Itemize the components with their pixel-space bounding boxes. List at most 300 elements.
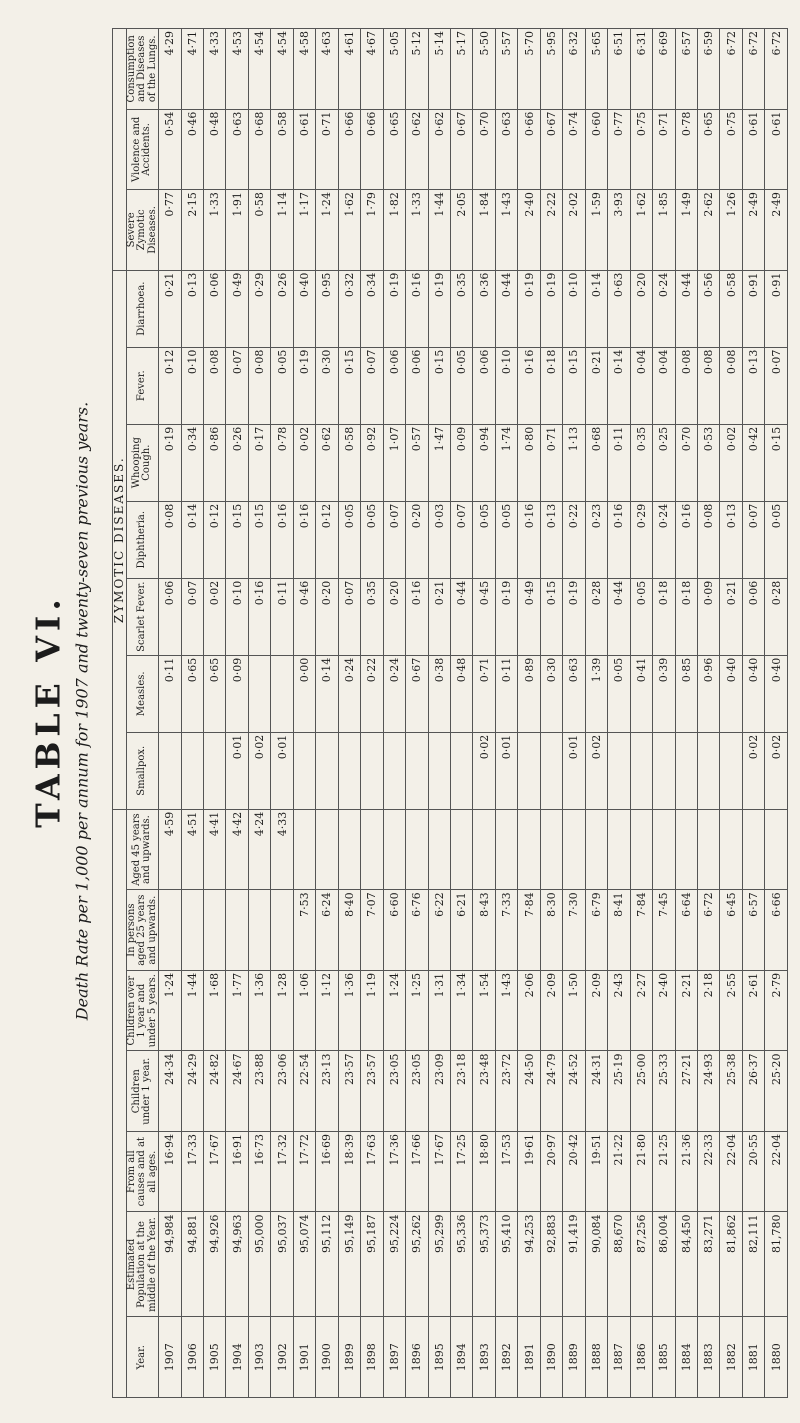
rate-cell: 6·66 (765, 890, 788, 971)
rate-cell: 0·24 (653, 270, 675, 347)
rate-cell (181, 732, 203, 809)
rate-cell: 95,262 (406, 1212, 428, 1317)
rate-cell: 0·44 (495, 270, 517, 347)
rate-cell: 0·78 (675, 109, 697, 190)
rate-cell: 25·19 (608, 1051, 630, 1132)
rate-cell: 16·73 (248, 1131, 270, 1212)
year-cell: 1884 (675, 1317, 697, 1398)
rate-cell: 5·70 (518, 29, 540, 110)
rate-cell: 0·06 (406, 347, 428, 424)
rate-cell (383, 732, 405, 809)
rate-cell (248, 655, 270, 732)
rate-cell: 1·33 (204, 190, 226, 271)
rate-cell: 0·29 (248, 270, 270, 347)
table-row (406, 29, 428, 1398)
rate-cell: 0·12 (159, 347, 181, 424)
rate-cell: 6·72 (720, 29, 742, 110)
rate-cell: 0·66 (361, 109, 383, 190)
rate-cell: 20·97 (540, 1131, 562, 1212)
rate-cell (630, 732, 652, 809)
rate-cell: 1·62 (630, 190, 652, 271)
rate-cell: 0·08 (675, 347, 697, 424)
rate-cell: 1·12 (316, 970, 338, 1051)
rate-cell: 0·04 (630, 347, 652, 424)
rate-cell: 20·55 (742, 1131, 764, 1212)
column-header: Diphtheria. (126, 501, 159, 578)
rate-cell: 8·30 (540, 890, 562, 971)
rate-cell: 1·13 (563, 424, 585, 501)
rate-cell (518, 809, 540, 890)
rate-cell: 23·88 (248, 1051, 270, 1132)
rate-cell: 0·05 (473, 501, 495, 578)
rate-cell: 2·22 (540, 190, 562, 271)
rate-cell: 95,074 (293, 1212, 315, 1317)
column-header: Smallpox. (126, 732, 159, 809)
rate-cell (742, 809, 764, 890)
rate-cell: 17·33 (181, 1131, 203, 1212)
rate-cell: 1·24 (383, 970, 405, 1051)
table-row (608, 29, 630, 1398)
rate-cell: 0·42 (742, 424, 764, 501)
rate-cell: 17·67 (204, 1131, 226, 1212)
rate-cell: 0·01 (495, 732, 517, 809)
rate-cell (271, 655, 293, 732)
table-row (765, 29, 788, 1398)
rate-cell: 0·71 (653, 109, 675, 190)
rate-cell: 1·79 (361, 190, 383, 271)
year-cell: 1901 (293, 1317, 315, 1398)
rate-cell: 1·62 (338, 190, 360, 271)
rate-cell: 0·19 (518, 270, 540, 347)
rate-cell: 0·40 (742, 655, 764, 732)
rate-cell: 0·91 (742, 270, 764, 347)
rate-cell: 17·67 (428, 1131, 450, 1212)
rate-cell: 0·36 (473, 270, 495, 347)
rate-cell (248, 890, 270, 971)
rate-cell: 7·84 (630, 890, 652, 971)
rate-cell: 23·48 (473, 1051, 495, 1132)
rate-cell: 0·11 (495, 655, 517, 732)
group-header-spacer (113, 809, 127, 1397)
rate-cell (563, 809, 585, 890)
rate-cell: 1·06 (293, 970, 315, 1051)
rate-cell: 91,419 (563, 1212, 585, 1317)
rate-cell: 81,780 (765, 1212, 788, 1317)
rate-cell: 0·02 (742, 732, 764, 809)
rate-cell: 0·86 (204, 424, 226, 501)
rate-cell: 23·18 (450, 1051, 472, 1132)
rate-cell: 0·08 (159, 501, 181, 578)
rate-cell: 19·51 (585, 1131, 607, 1212)
rate-cell: 0·13 (540, 501, 562, 578)
rate-cell: 25·20 (765, 1051, 788, 1132)
rate-cell: 0·94 (473, 424, 495, 501)
rate-cell (428, 732, 450, 809)
rate-cell: 0·40 (720, 655, 742, 732)
year-cell: 1893 (473, 1317, 495, 1398)
rate-cell: 6·21 (450, 890, 472, 971)
year-cell: 1881 (742, 1317, 764, 1398)
year-cell: 1900 (316, 1317, 338, 1398)
rate-cell: 0·07 (765, 347, 788, 424)
rate-cell (181, 890, 203, 971)
rate-cell: 5·95 (540, 29, 562, 110)
rate-cell: 0·18 (675, 578, 697, 655)
rate-cell: 16·69 (316, 1131, 338, 1212)
rate-cell: 24·50 (518, 1051, 540, 1132)
rate-cell: 17·32 (271, 1131, 293, 1212)
rate-cell: 22·33 (697, 1131, 719, 1212)
rate-cell: 0·06 (473, 347, 495, 424)
rate-cell (338, 732, 360, 809)
rate-cell: 0·07 (450, 501, 472, 578)
rate-cell: 0·26 (226, 424, 248, 501)
death-rate-table (112, 28, 788, 1398)
rate-cell: 0·63 (608, 270, 630, 347)
rate-cell: 20·42 (563, 1131, 585, 1212)
year-cell: 1906 (181, 1317, 203, 1398)
column-header: Estimated Population at the middle of the Year. (126, 1212, 159, 1317)
rate-cell (720, 732, 742, 809)
rate-cell: 27·21 (675, 1051, 697, 1132)
rate-cell: 0·01 (226, 732, 248, 809)
rate-cell: 0·19 (540, 270, 562, 347)
rate-cell: 4·41 (204, 809, 226, 890)
rate-cell: 0·58 (720, 270, 742, 347)
rate-cell: 0·06 (159, 578, 181, 655)
rate-cell: 1·74 (495, 424, 517, 501)
rate-cell: 1·44 (428, 190, 450, 271)
rate-cell: 95,187 (361, 1212, 383, 1317)
rate-cell: 5·17 (450, 29, 472, 110)
table-row (450, 29, 472, 1398)
rate-cell: 1·14 (271, 190, 293, 271)
rate-cell: 1·50 (563, 970, 585, 1051)
rate-cell: 0·65 (181, 655, 203, 732)
rate-cell: 0·91 (765, 270, 788, 347)
rate-cell (495, 809, 517, 890)
table-body (159, 29, 788, 1398)
column-header: Year. (126, 1317, 159, 1398)
rate-cell: 1·68 (204, 970, 226, 1051)
rate-cell: 8·43 (473, 890, 495, 971)
rate-cell: 88,670 (608, 1212, 630, 1317)
rate-cell: 0·16 (518, 347, 540, 424)
rate-cell: 0·41 (630, 655, 652, 732)
rate-cell: 94,881 (181, 1212, 203, 1317)
rate-cell (204, 890, 226, 971)
rate-cell: 94,253 (518, 1212, 540, 1317)
rate-cell: 2·40 (518, 190, 540, 271)
rate-cell: 0·05 (338, 501, 360, 578)
rate-cell: 6·79 (585, 890, 607, 971)
rate-cell: 6·24 (316, 890, 338, 971)
column-header: Children under 1 year. (126, 1051, 159, 1132)
rate-cell: 0·19 (428, 270, 450, 347)
rate-cell: 21·22 (608, 1131, 630, 1212)
rate-cell: 1·19 (361, 970, 383, 1051)
rate-cell: 6·72 (765, 29, 788, 110)
rate-cell: 1·24 (316, 190, 338, 271)
rate-cell: 0·05 (765, 501, 788, 578)
rate-cell: 0·75 (720, 109, 742, 190)
column-header: Children over 1 year and under 5 years. (126, 970, 159, 1051)
rate-cell: 1·54 (473, 970, 495, 1051)
rate-cell: 0·62 (428, 109, 450, 190)
column-header: Whooping Cough. (126, 424, 159, 501)
table-row (181, 29, 203, 1398)
rate-cell: 0·16 (293, 501, 315, 578)
rate-cell: 2·15 (181, 190, 203, 271)
rate-cell: 0·05 (630, 578, 652, 655)
rate-cell: 0·21 (720, 578, 742, 655)
rate-cell: 95,336 (450, 1212, 472, 1317)
rate-cell: 1·26 (720, 190, 742, 271)
rate-cell (450, 732, 472, 809)
rate-cell: 6·22 (428, 890, 450, 971)
rate-cell: 0·06 (383, 347, 405, 424)
rate-cell: 0·08 (248, 347, 270, 424)
rate-cell (473, 809, 495, 890)
table-row (518, 29, 540, 1398)
rate-cell: 1·43 (495, 190, 517, 271)
rate-cell: 0·77 (159, 190, 181, 271)
rate-cell: 86,004 (653, 1212, 675, 1317)
year-cell: 1885 (653, 1317, 675, 1398)
rate-cell: 1·24 (159, 970, 181, 1051)
rate-cell: 5·05 (383, 29, 405, 110)
rate-cell: 0·20 (383, 578, 405, 655)
rate-cell: 0·15 (338, 347, 360, 424)
rate-cell: 95,410 (495, 1212, 517, 1317)
rate-cell: 0·19 (495, 578, 517, 655)
rate-cell: 90,084 (585, 1212, 607, 1317)
rate-cell (450, 809, 472, 890)
rate-cell: 0·49 (518, 578, 540, 655)
rate-cell: 0·16 (271, 501, 293, 578)
rate-cell: 4·33 (204, 29, 226, 110)
rate-cell: 0·45 (473, 578, 495, 655)
rate-cell: 0·65 (383, 109, 405, 190)
table-row (428, 29, 450, 1398)
rate-cell: 25·33 (653, 1051, 675, 1132)
rate-cell: 0·35 (630, 424, 652, 501)
rate-cell (159, 732, 181, 809)
year-cell: 1905 (204, 1317, 226, 1398)
year-cell: 1889 (563, 1317, 585, 1398)
column-header: Scarlet Fever. (126, 578, 159, 655)
rate-cell: 17·53 (495, 1131, 517, 1212)
rate-cell: 0·00 (293, 655, 315, 732)
rate-cell (697, 809, 719, 890)
rate-cell: 0·75 (630, 109, 652, 190)
rate-cell: 95,000 (248, 1212, 270, 1317)
table-row (271, 29, 293, 1398)
rate-cell: 0·21 (585, 347, 607, 424)
rate-cell: 0·60 (585, 109, 607, 190)
rate-cell: 7·45 (653, 890, 675, 971)
rate-cell: 4·53 (226, 29, 248, 110)
year-cell: 1880 (765, 1317, 788, 1398)
year-cell: 1907 (159, 1317, 181, 1398)
column-header-row (126, 29, 159, 1398)
rate-cell: 0·16 (406, 270, 428, 347)
rate-cell: 1·25 (406, 970, 428, 1051)
rate-cell: 92,883 (540, 1212, 562, 1317)
rate-cell: 0·11 (271, 578, 293, 655)
rate-cell: 22·04 (765, 1131, 788, 1212)
rate-cell (540, 809, 562, 890)
rate-cell: 0·21 (428, 578, 450, 655)
rate-cell: 81,862 (720, 1212, 742, 1317)
rate-cell: 0·40 (765, 655, 788, 732)
rate-cell: 7·53 (293, 890, 315, 971)
rate-cell: 5·65 (585, 29, 607, 110)
rate-cell: 0·70 (473, 109, 495, 190)
rate-cell: 5·57 (495, 29, 517, 110)
rate-cell: 0·35 (450, 270, 472, 347)
rate-cell: 23·09 (428, 1051, 450, 1132)
rate-cell: 23·57 (361, 1051, 383, 1132)
rate-cell: 84,450 (675, 1212, 697, 1317)
rate-cell: 94,926 (204, 1212, 226, 1317)
rate-cell (226, 890, 248, 971)
rate-cell: 0·02 (720, 424, 742, 501)
rate-cell: 0·67 (450, 109, 472, 190)
rate-cell: 0·39 (653, 655, 675, 732)
rate-cell: 0·03 (428, 501, 450, 578)
rate-cell: 0·58 (338, 424, 360, 501)
rate-cell: 1·31 (428, 970, 450, 1051)
rate-cell: 4·58 (293, 29, 315, 110)
rate-cell: 0·63 (563, 655, 585, 732)
rate-cell: 1·28 (271, 970, 293, 1051)
rate-cell (630, 809, 652, 890)
table-row (540, 29, 562, 1398)
rate-cell: 2·09 (585, 970, 607, 1051)
rate-cell: 83,271 (697, 1212, 719, 1317)
rate-cell: 2·49 (742, 190, 764, 271)
rate-cell: 0·15 (248, 501, 270, 578)
rate-cell (585, 809, 607, 890)
rate-cell: 0·61 (293, 109, 315, 190)
table-row (226, 29, 248, 1398)
rate-cell: 0·08 (720, 347, 742, 424)
rate-cell: 1·47 (428, 424, 450, 501)
rate-cell: 0·40 (293, 270, 315, 347)
table-row (473, 29, 495, 1398)
rate-cell: 2·55 (720, 970, 742, 1051)
rate-cell: 6·57 (742, 890, 764, 971)
table-row (248, 29, 270, 1398)
rate-cell: 6·69 (653, 29, 675, 110)
group-header-row (113, 29, 127, 1398)
year-cell: 1892 (495, 1317, 517, 1398)
rate-cell: 2·62 (697, 190, 719, 271)
rate-cell: 1·43 (495, 970, 517, 1051)
rate-cell: 24·29 (181, 1051, 203, 1132)
rate-cell: 0·06 (742, 578, 764, 655)
year-cell: 1883 (697, 1317, 719, 1398)
rate-cell: 18·39 (338, 1131, 360, 1212)
rate-cell: 4·71 (181, 29, 203, 110)
rate-cell: 0·16 (675, 501, 697, 578)
rate-cell: 0·18 (653, 578, 675, 655)
rate-cell: 0·78 (271, 424, 293, 501)
rate-cell: 21·80 (630, 1131, 652, 1212)
rate-cell: 2·09 (540, 970, 562, 1051)
rate-cell: 0·26 (271, 270, 293, 347)
rate-cell: 0·13 (720, 501, 742, 578)
rate-cell: 0·34 (361, 270, 383, 347)
rate-cell (361, 732, 383, 809)
rate-cell: 87,256 (630, 1212, 652, 1317)
rate-cell: 4·29 (159, 29, 181, 110)
rate-cell: 2·21 (675, 970, 697, 1051)
rate-cell: 2·61 (742, 970, 764, 1051)
rate-cell: 4·24 (248, 809, 270, 890)
year-cell: 1898 (361, 1317, 383, 1398)
table-row (338, 29, 360, 1398)
rate-cell: 0·12 (316, 501, 338, 578)
rate-cell (608, 732, 630, 809)
rate-cell: 0·07 (338, 578, 360, 655)
rate-cell (338, 809, 360, 890)
rate-cell: 17·63 (361, 1131, 383, 1212)
rate-cell: 0·14 (608, 347, 630, 424)
rate-cell: 5·50 (473, 29, 495, 110)
rate-cell: 0·13 (181, 270, 203, 347)
rate-cell: 0·09 (450, 424, 472, 501)
rate-cell: 0·18 (540, 347, 562, 424)
rate-cell: 4·33 (271, 809, 293, 890)
rate-cell: 0·16 (406, 578, 428, 655)
rate-cell: 0·34 (181, 424, 203, 501)
rate-cell (159, 890, 181, 971)
rate-cell (653, 809, 675, 890)
rate-cell: 24·31 (585, 1051, 607, 1132)
rate-cell: 94,984 (159, 1212, 181, 1317)
rate-cell: 6·59 (697, 29, 719, 110)
year-cell: 1886 (630, 1317, 652, 1398)
rate-cell: 1·49 (675, 190, 697, 271)
rate-cell: 0·14 (181, 501, 203, 578)
rate-cell: 0·14 (585, 270, 607, 347)
rate-cell: 0·24 (338, 655, 360, 732)
rate-cell: 4·54 (248, 29, 270, 110)
rate-cell (720, 809, 742, 890)
rate-cell: 23·72 (495, 1051, 517, 1132)
rate-cell: 0·16 (608, 501, 630, 578)
rate-cell: 5·14 (428, 29, 450, 110)
rate-cell: 24·34 (159, 1051, 181, 1132)
year-cell: 1894 (450, 1317, 472, 1398)
rate-cell: 0·70 (675, 424, 697, 501)
rate-cell: 24·79 (540, 1051, 562, 1132)
rate-cell: 4·63 (316, 29, 338, 110)
rate-cell: 0·14 (316, 655, 338, 732)
rate-cell: 24·93 (697, 1051, 719, 1132)
rate-cell: 0·89 (518, 655, 540, 732)
table-subtitle: Death Rate per 1,000 per annum for 1907 and twenty-seven previous years. (72, 401, 92, 1021)
rate-cell: 23·05 (383, 1051, 405, 1132)
rate-cell: 8·41 (608, 890, 630, 971)
table-row (293, 29, 315, 1398)
table-row (495, 29, 517, 1398)
year-cell: 1882 (720, 1317, 742, 1398)
rate-cell: 7·07 (361, 890, 383, 971)
rate-cell: 0·56 (697, 270, 719, 347)
